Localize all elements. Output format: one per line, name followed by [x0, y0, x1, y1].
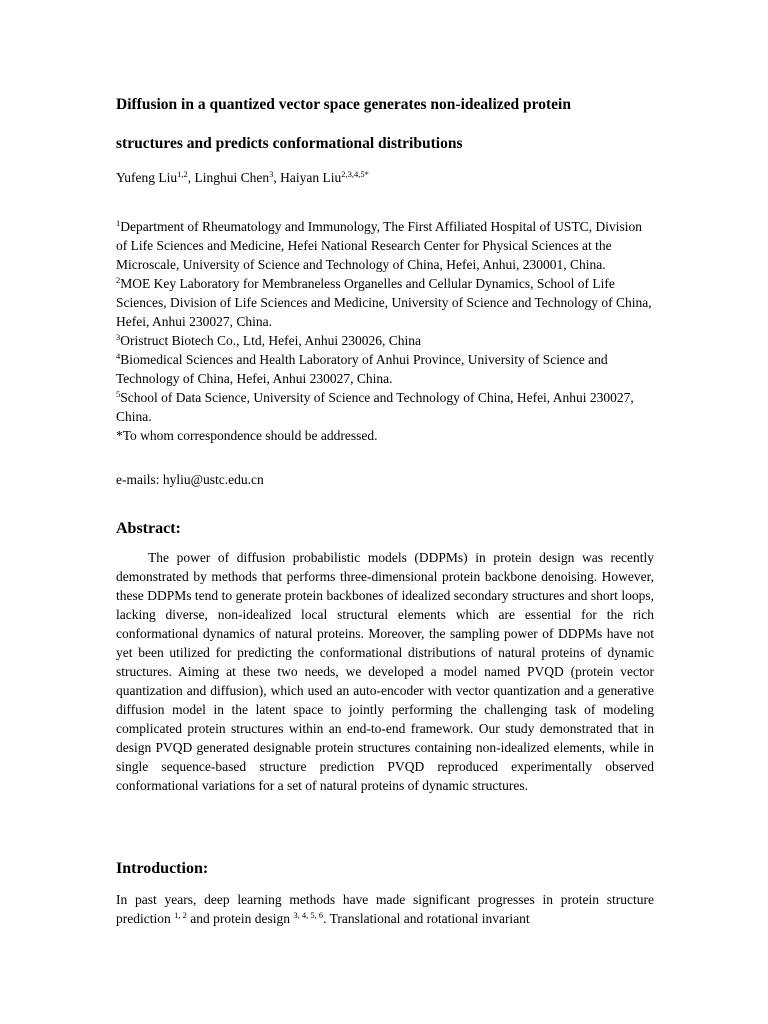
- contact-email: e-mails: hyliu@ustc.edu.cn: [116, 472, 264, 487]
- affiliation-number: 2: [116, 275, 121, 285]
- affiliation-text: MOE Key Laboratory for Membraneless Organelles and Cellular Dynamics, School of Life Sciences, Division of Life Sciences and Medicine, University of Science and Technology of China, Hefei, Anhui 230027, China.: [116, 276, 652, 329]
- affiliation-number: 3: [116, 332, 121, 342]
- affiliation-text: Department of Rheumatology and Immunology, The First Affiliated Hospital of USTC, Division of Life Sciences and Medicine, Hefei National Research Center for Physical Sciences at the Microscale, University of Science and Technology of China, Hefei, Anhui, 230001, China.: [116, 219, 642, 272]
- affiliation-number: 5: [116, 389, 121, 399]
- affiliation-item: [116, 350, 656, 388]
- author-name: Yufeng Liu: [116, 170, 178, 185]
- affiliation-item: [116, 217, 656, 274]
- author-affiliation-sup: 2,3,4,5*: [341, 169, 369, 179]
- author-name: Linghui Chen: [194, 170, 270, 185]
- correspondence-note: *To whom correspondence should be addressed.: [116, 428, 378, 443]
- affiliation-item: [116, 388, 656, 426]
- affiliations-block: [116, 217, 656, 445]
- intro-text-part: . Translational and rotational invariant: [323, 911, 530, 926]
- author-affiliation-sup: 3: [269, 169, 274, 179]
- author-affiliation-sup: 1,2: [177, 169, 188, 179]
- abstract-heading: Abstract:: [116, 520, 181, 537]
- affiliation-item: [116, 274, 656, 331]
- author-list: [116, 170, 369, 186]
- abstract-paragraph: The power of diffusion probabilistic models (DDPMs) in protein design was recently demonstrated by methods that performs three-dimensional protein backbone denoising. However, these DDPMs tend to generate protein backbones of idealized secondary structures and short loops, lacking diverse, non-idealized local structural elements which are essential for the rich conformational dynamics of natural proteins. Moreover, the sampling power of DDPMs have not yet been utilized for predicting the conformational distributions of natural proteins of dynamic structures. Aiming at these two needs, we developed a model named PVQD (protein vector quantization and diffusion), which used an auto-encoder with vector quantization and a generative diffusion model in the latent space to jointly performing the challenging task of modeling complicated protein structures within an end-to-end framework. Our study demonstrated that in design PVQD generated designable protein structures containing non-idealized elements, while in single sequence-based structure prediction PVQD reproduced experimentally observed conformational variations for a set of natural proteins of dynamic structures.: [116, 550, 654, 793]
- citation-sup: 1, 2: [174, 910, 187, 920]
- affiliation-item: [116, 331, 656, 350]
- intro-text-part: and protein design: [186, 911, 294, 926]
- author-name: Haiyan Liu: [280, 170, 342, 185]
- affiliation-text: School of Data Science, University of Science and Technology of China, Hefei, Anhui 230027, China.: [116, 390, 634, 424]
- author-separator: ,: [273, 170, 281, 185]
- paper-title-line-2: structures and predicts conformational distributions: [116, 135, 463, 152]
- affiliation-number: 4: [116, 351, 121, 361]
- introduction-heading: Introduction:: [116, 860, 209, 877]
- affiliation-number: 1: [116, 218, 121, 228]
- affiliation-text: Oristruct Biotech Co., Ltd, Hefei, Anhui 230026, China: [120, 333, 421, 348]
- introduction-paragraph: [116, 890, 654, 928]
- author-separator: ,: [187, 170, 195, 185]
- paper-title-line-1: Diffusion in a quantized vector space generates non-idealized protein: [116, 96, 571, 113]
- affiliation-text: Biomedical Sciences and Health Laboratory of Anhui Province, University of Science and Technology of China, Hefei, Anhui 230027, China.: [116, 352, 608, 386]
- intro-text-part: In past years, deep learning methods have made significant progresses in protein structure prediction: [116, 892, 654, 926]
- citation-sup: 3, 4, 5, 6: [293, 910, 324, 920]
